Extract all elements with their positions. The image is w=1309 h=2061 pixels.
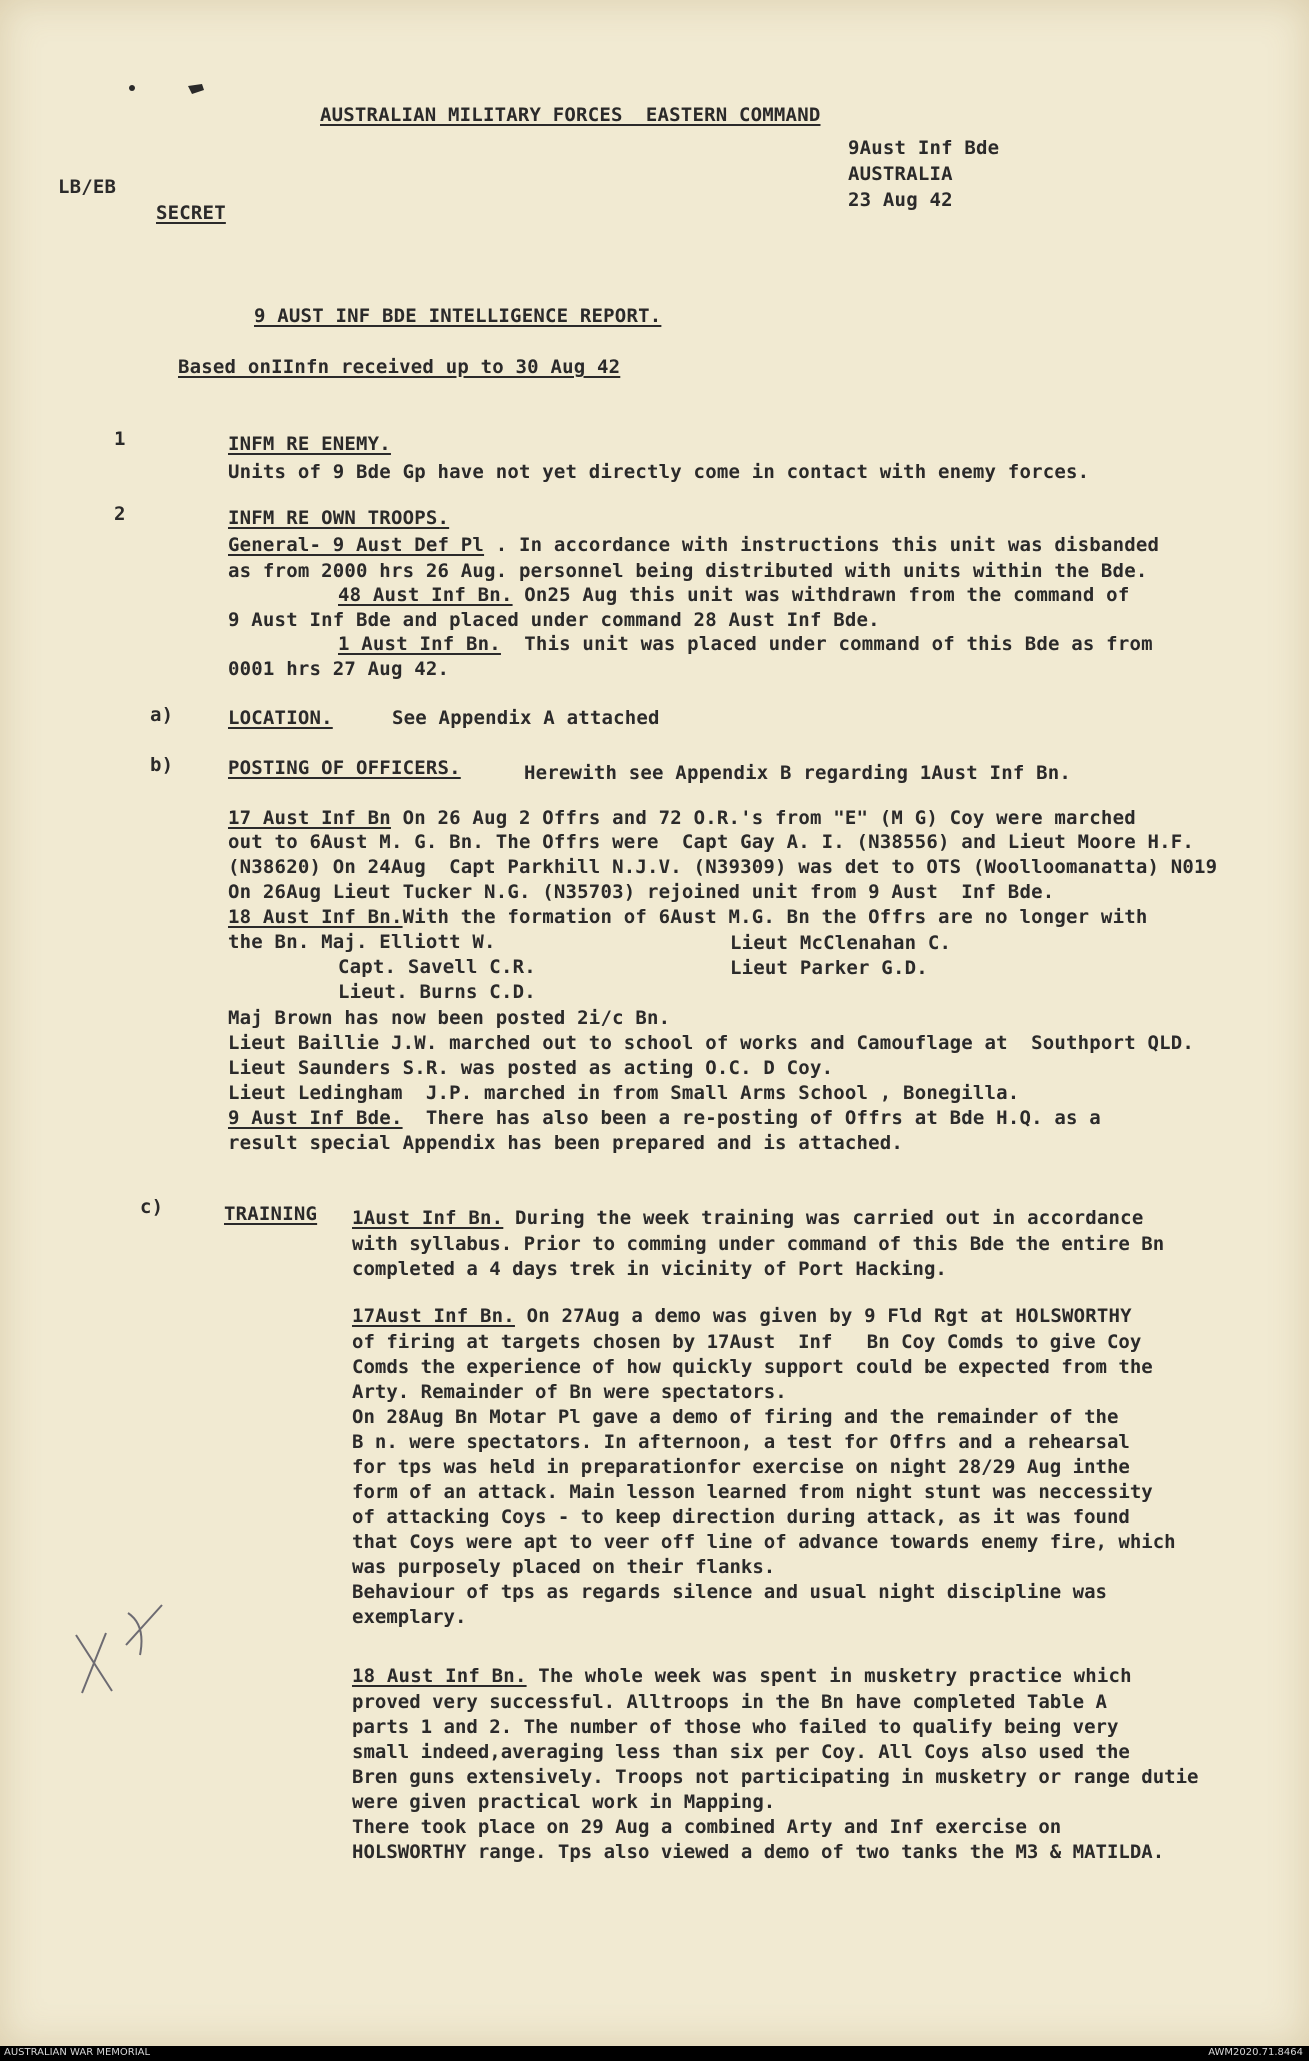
t17-paragraph <box>352 1330 1176 1630</box>
ink-blot-marks <box>118 72 228 112</box>
t18-line: parts 1 and 2. The number of those who failed to qualify being very <box>352 1716 1119 1738</box>
p18-right-1: Lieut McClenahan C. <box>730 932 952 954</box>
archive-footer <box>0 2046 1309 2061</box>
p18-label: 18 Aust Inf Bn. <box>228 906 403 928</box>
general-line <box>228 534 1159 557</box>
t1-line-1 <box>352 1207 1143 1230</box>
posting-more-1: Maj Brown has now been posted 2i/c Bn. <box>228 1007 671 1029</box>
classification-label: SECRET <box>156 202 226 224</box>
t17-line: that Coys were apt to veer off line of advance towards enemy fire, which <box>352 1531 1176 1553</box>
bde9-line <box>228 1107 1101 1130</box>
unit-line: 9Aust Inf Bde <box>848 137 1000 159</box>
footer-left-label: AUSTRALIAN WAR MEMORIAL <box>4 2047 151 2058</box>
p17-line-1 <box>228 807 1136 830</box>
posting-more-4: Lieut Ledingham J.P. marched in from Small Arms School , Bonegilla. <box>228 1082 1020 1104</box>
t17-line-1 <box>352 1305 1132 1328</box>
country-line: AUSTRALIA <box>848 163 953 185</box>
p18-left-3: Lieut. Burns C.D. <box>338 981 536 1003</box>
t18-paragraph <box>352 1690 1198 1865</box>
subsection-b-letter: b) <box>150 754 174 776</box>
bn1-line <box>338 633 1153 656</box>
location-label: LOCATION. <box>228 707 333 729</box>
posting-label: POSTING OF OFFICERS. <box>228 757 461 779</box>
bn48-line <box>338 584 1129 607</box>
section-2-number: 2 <box>114 503 126 525</box>
section-1-text: Units of 9 Bde Gp have not yet directly come in contact with enemy forces. <box>228 461 1090 483</box>
section-2-heading: INFM RE OWN TROOPS. <box>228 507 450 529</box>
general-label: General- 9 Aust Def Pl <box>228 534 485 556</box>
posting-more-3: Lieut Saunders S.R. was posted as acting O.C. D Coy. <box>228 1057 834 1079</box>
t17-line: of attacking Coys - to keep direction during attack, as it was found <box>352 1506 1130 1528</box>
section-1-heading: INFM RE ENEMY. <box>228 433 391 455</box>
p17-line-3: (N38620) On 24Aug Capt Parkhill N.J.V. (N39309) was det to OTS (Woolloomanatta) N019 <box>228 856 1218 878</box>
t17-line: of firing at targets chosen by 17Aust Inf Bn Coy Comds to give Coy <box>352 1331 1142 1353</box>
t1-label: 1Aust Inf Bn. <box>352 1207 504 1229</box>
general-line-2: as from 2000 hrs 26 Aug. personnel being distributed with units within the Bde. <box>228 560 1148 582</box>
bde9-label: 9 Aust Inf Bde. <box>228 1107 403 1129</box>
t17-line: was purposely placed on their flanks. <box>352 1556 776 1578</box>
p18-right-2: Lieut Parker G.D. <box>730 957 928 979</box>
p17-text-1: On 26 Aug 2 Offrs and 72 O.R.'s from "E" (M G) Coy were marched <box>390 807 1136 829</box>
t18-line: small indeed,averaging less than six per Coy. All Coys also used the <box>352 1741 1130 1763</box>
general-text: . In accordance with instructions this unit was disbanded <box>484 534 1160 556</box>
report-subtitle: Based onIInfn received up to 30 Aug 42 <box>178 356 621 378</box>
t18-label: 18 Aust Inf Bn. <box>352 1665 527 1687</box>
t1-text: During the week training was carried out in accordance <box>503 1207 1144 1229</box>
posting-more-2: Lieut Baillie J.W. marched out to school of works and Camouflage at Southport QLD. <box>228 1032 1195 1054</box>
bn48-line-2: 9 Aust Inf Bde and placed under command 28 Aust Inf Bde. <box>228 609 880 631</box>
section-1-number: 1 <box>114 428 126 450</box>
report-title: 9 AUST INF BDE INTELLIGENCE REPORT. <box>254 305 662 327</box>
reference-code: LB/EB <box>58 176 117 198</box>
t17-line: for tps was held in preparationfor exercise on night 28/29 Aug inthe <box>352 1456 1130 1478</box>
bn48-text: On25 Aug this unit was withdrawn from the command of <box>512 584 1130 606</box>
p18-left-2: Capt. Savell C.R. <box>338 956 536 978</box>
t17-text: On 27Aug a demo was given by 9 Fld Rgt at HOLSWORTHY <box>514 1305 1132 1327</box>
p18-line-1 <box>228 906 1148 929</box>
bn1-label: 1 Aust Inf Bn. <box>338 633 501 655</box>
t18-line: Bren guns extensively. Troops not participating in musketry or range dutie <box>352 1766 1199 1788</box>
bde9-line-2: result special Appendix has been prepared and is attached. <box>228 1132 904 1154</box>
t1-paragraph <box>352 1232 1164 1282</box>
t18-line: proved very successful. Alltroops in the Bn have completed Table A <box>352 1691 1107 1713</box>
bde9-text: There has also been a re-posting of Offrs at Bde H.Q. as a <box>402 1107 1101 1129</box>
t17-line: exemplary. <box>352 1606 467 1628</box>
t1-line: completed a 4 days trek in vicinity of Port Hacking. <box>352 1258 947 1280</box>
location-text: See Appendix A attached <box>392 707 660 729</box>
date-line: 23 Aug 42 <box>848 189 953 211</box>
footer-right-label: AWM2020.71.8464 <box>1208 2047 1303 2058</box>
t17-line: Comds the experience of how quickly support could be expected from the <box>352 1356 1153 1378</box>
t17-line: B n. were spectators. In afternoon, a test for Offrs and a rehearsal <box>352 1431 1130 1453</box>
bn1-line-2: 0001 hrs 27 Aug 42. <box>228 658 450 680</box>
org-heading: AUSTRALIAN MILITARY FORCES EASTERN COMMAND <box>320 104 821 126</box>
t17-line: form of an attack. Main lesson learned from night stunt was neccessity <box>352 1481 1153 1503</box>
handwritten-pencil-mark <box>66 1595 186 1705</box>
p18-text: With the formation of 6Aust M.G. Bn the Offrs are no longer with <box>402 906 1148 928</box>
training-label: TRAINING <box>224 1203 318 1225</box>
bn1-text: This unit was placed under command of this Bde as from <box>500 633 1153 655</box>
subsection-a-letter: a) <box>150 704 174 726</box>
t17-line: Behaviour of tps as regards silence and usual night discipline was <box>352 1581 1107 1603</box>
p17-line-4: On 26Aug Lieut Tucker N.G. (N35703) rejoined unit from 9 Aust Inf Bde. <box>228 881 1055 903</box>
t17-line: On 28Aug Bn Motar Pl gave a demo of firing and the remainder of the <box>352 1406 1119 1428</box>
t17-line: Arty. Remainder of Bn were spectators. <box>352 1381 787 1403</box>
p17-label: 17 Aust Inf Bn <box>228 807 391 829</box>
t18-line: There took place on 29 Aug a combined Arty and Inf exercise on <box>352 1816 1062 1838</box>
bn48-label: 48 Aust Inf Bn. <box>338 584 513 606</box>
t1-line: with syllabus. Prior to comming under command of this Bde the entire Bn <box>352 1233 1165 1255</box>
t18-line-1 <box>352 1665 1132 1688</box>
t18-text: The whole week was spent in musketry practice which <box>526 1665 1132 1687</box>
subsection-c-letter: c) <box>140 1196 164 1218</box>
posting-text: Herewith see Appendix B regarding 1Aust Inf Bn. <box>524 762 1072 784</box>
t18-line: HOLSWORTHY range. Tps also viewed a demo of two tanks the M3 & MATILDA. <box>352 1841 1165 1863</box>
t18-line: were given practical work in Mapping. <box>352 1791 776 1813</box>
p17-line-2: out to 6Aust M. G. Bn. The Offrs were Capt Gay A. I. (N38556) and Lieut Moore H.F. <box>228 831 1195 853</box>
t17-label: 17Aust Inf Bn. <box>352 1305 515 1327</box>
p18-line-2: the Bn. Maj. Elliott W. <box>228 931 496 953</box>
